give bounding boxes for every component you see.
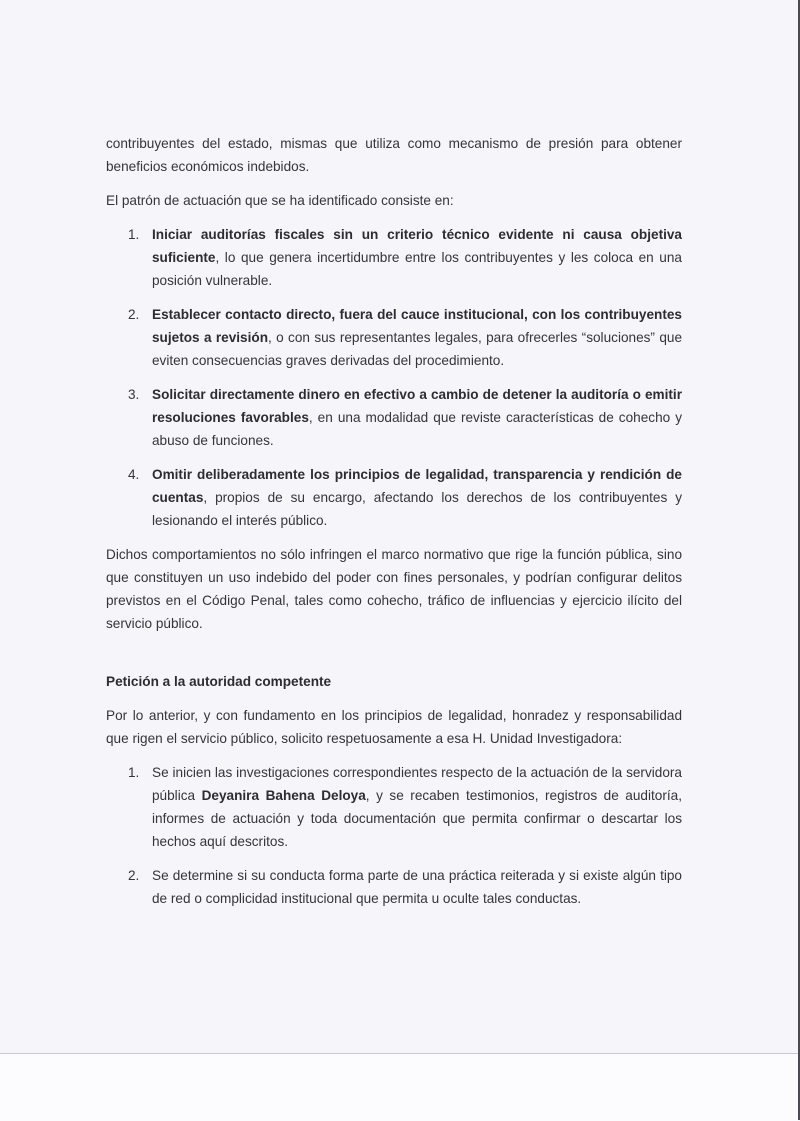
list-item-bold: Solicitar directamente dinero en efectivo a cambio de detener la auditoría o emitir resoluciones favorables — [152, 387, 682, 425]
list-item-text: , y se recaben testimonios, registros de auditoría, informes de actuación y toda documentación que permita confirmar o descartar los hechos aquí descritos. — [152, 788, 682, 849]
page-bottom-margin — [0, 1053, 798, 1121]
list-item-text: , lo que genera incertidumbre entre los contribuyentes y les coloca en una posición vulnerable. — [152, 250, 682, 288]
section-heading: Petición a la autoridad competente — [106, 674, 332, 689]
list-item-text: , o con sus representantes legales, para ofrecerles “soluciones” que eviten consecuencias graves derivadas del procedimiento. — [152, 330, 682, 368]
list-item-text: , propios de su encargo, afectando los derechos de los contribuyentes y lesionando el interés público. — [152, 490, 682, 528]
pattern-list — [106, 223, 682, 532]
list-item-bold: Establecer contacto directo, fuera del cauce institucional, con los contribuyentes sujetos a revisión — [152, 307, 682, 345]
list-number: 2. — [128, 868, 140, 883]
list-item — [106, 864, 682, 910]
list-item — [106, 463, 682, 532]
list-item-text: , en una modalidad que reviste características de cohecho y abuso de funciones. — [152, 410, 682, 448]
list-item-text: Se determine si su conducta forma parte de una práctica reiterada y si existe algún tipo de red o complicidad institucional que permita u oculte tales conductas. — [152, 868, 682, 906]
list-number: 1. — [128, 765, 140, 780]
list-item-bold: Iniciar auditorías fiscales sin un criterio técnico evidente ni causa objetiva suficiente — [152, 227, 682, 265]
intro-paragraph: contribuyentes del estado, mismas que utiliza como mecanismo de presión para obtener beneficios económicos indebidos. — [106, 136, 682, 174]
list-item-text: Se inicien las investigaciones correspondientes respecto de la actuación de la servidora pública — [152, 765, 682, 803]
petition-list — [106, 761, 682, 910]
list-item — [106, 303, 682, 372]
petition-intro: Por lo anterior, y con fundamento en los principios de legalidad, honradez y responsabilidad que rigen el servicio público, solicito respetuosamente a esa H. Unidad Investigadora: — [106, 708, 682, 746]
list-number: 3. — [128, 387, 140, 402]
list-item-bold: Omitir deliberadamente los principios de legalidad, transparencia y rendición de cuentas — [152, 467, 682, 505]
list-number: 2. — [128, 307, 140, 322]
document-body — [106, 132, 682, 921]
conclusion-paragraph: Dichos comportamientos no sólo infringen el marco normativo que rige la función pública, sino que constituyen un uso indebido del poder con fines personales, y podrían configurar delitos previstos en el Código Penal, tales como cohecho, tráfico de influencias y ejercicio ilícito del servicio público. — [106, 547, 682, 631]
pattern-intro: El patrón de actuación que se ha identificado consiste en: — [106, 193, 454, 208]
list-item — [106, 383, 682, 452]
list-number: 4. — [128, 467, 140, 482]
list-item — [106, 761, 682, 853]
list-item — [106, 223, 682, 292]
list-number: 1. — [128, 227, 140, 242]
person-name: Deyanira Bahena Deloya — [201, 788, 366, 803]
